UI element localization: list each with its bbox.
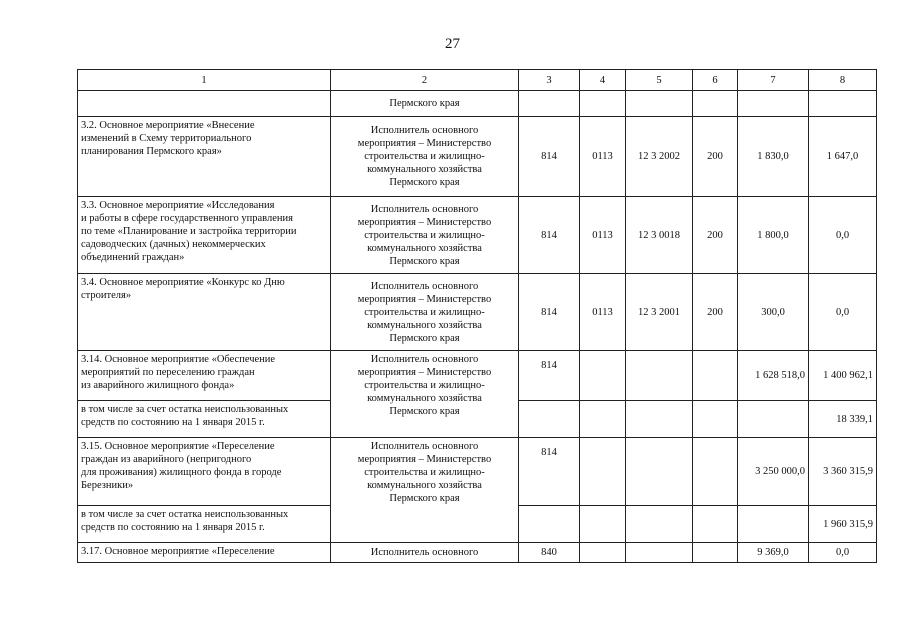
cell-c3: 840: [519, 543, 580, 563]
header-cell: 4: [580, 70, 626, 91]
cell-c5: [626, 506, 693, 543]
cell-c7: [738, 506, 809, 543]
table-row: [78, 197, 877, 274]
measure-name: 3.3. Основное мероприятие «Исследования и работы в сфере государственного управления по теме «Планирование и застройка территории садоводческих (дачных) некоммерческих объединений граждан»: [78, 197, 331, 274]
cell-c5: 12 3 2002: [626, 117, 693, 197]
cell-c3: [519, 506, 580, 543]
cell-c4: [580, 506, 626, 543]
cell-c6: [693, 91, 738, 117]
table-row: [78, 438, 877, 506]
cell-c8: 0,0: [809, 274, 877, 351]
cell-c6: 200: [693, 274, 738, 351]
cell-c8: 1 400 962,1: [809, 351, 877, 401]
cell-c6: 200: [693, 117, 738, 197]
cell-c4: 0113: [580, 274, 626, 351]
cell-c8: 0,0: [809, 197, 877, 274]
measure-subname: в том числе за счет остатка неиспользованных средств по состоянию на 1 января 2015 г.: [78, 506, 331, 543]
executor-cell: Пермского края: [331, 91, 519, 117]
header-cell: 8: [809, 70, 877, 91]
cell-c5: 12 3 0018: [626, 197, 693, 274]
cell-c5: [626, 543, 693, 563]
measure-name: 3.15. Основное мероприятие «Переселение граждан из аварийного (непригодного для проживания) жилищного фонда в городе Березники»: [78, 438, 331, 506]
executor-cell: Исполнитель основного мероприятия – Министерство строительства и жилищно- коммунального хозяйства Пермского края: [331, 274, 519, 351]
header-cell: 1: [78, 70, 331, 91]
cell-c3: 814: [519, 117, 580, 197]
cell-c7: 1 830,0: [738, 117, 809, 197]
table-row: [78, 543, 877, 563]
cell-c5: 12 3 2001: [626, 274, 693, 351]
cell-c7: 3 250 000,0: [738, 438, 809, 506]
cell-c8: 1 960 315,9: [809, 506, 877, 543]
cell-c4: [580, 401, 626, 438]
header-cell: 5: [626, 70, 693, 91]
header-cell: 6: [693, 70, 738, 91]
cell-c8: 3 360 315,9: [809, 438, 877, 506]
measure-subname: в том числе за счет остатка неиспользованных средств по состоянию на 1 января 2015 г.: [78, 401, 331, 438]
table-row: [78, 91, 877, 117]
cell-c8: 0,0: [809, 543, 877, 563]
cell-c4: [580, 91, 626, 117]
cell-c8: [809, 91, 877, 117]
cell-c6: 200: [693, 197, 738, 274]
cell-c5: [626, 401, 693, 438]
cell-c5: [626, 91, 693, 117]
measure-name: 3.17. Основное мероприятие «Переселение: [78, 543, 331, 563]
executor-cell: Исполнитель основного мероприятия – Министерство строительства и жилищно- коммунального хозяйства Пермского края: [331, 197, 519, 274]
table-row: [78, 274, 877, 351]
header-cell: 7: [738, 70, 809, 91]
cell-c5: [626, 351, 693, 401]
measure-name: 3.4. Основное мероприятие «Конкурс ко Дню строителя»: [78, 274, 331, 351]
table-row: [78, 117, 877, 197]
cell-c6: [693, 401, 738, 438]
cell-c7: 1 628 518,0: [738, 351, 809, 401]
measure-name: 3.2. Основное мероприятие «Внесение изменений в Схему территориального планирования Пермского края»: [78, 117, 331, 197]
cell-c3: 814: [519, 274, 580, 351]
cell-c5: [626, 438, 693, 506]
executor-cell: Исполнитель основного: [331, 543, 519, 563]
cell-c4: 0113: [580, 117, 626, 197]
table-row: [78, 351, 877, 401]
cell-c3: [519, 91, 580, 117]
header-row: [78, 70, 877, 91]
header-cell: 2: [331, 70, 519, 91]
executor-cell: Исполнитель основного мероприятия – Министерство строительства и жилищно- коммунального хозяйства Пермского края: [331, 438, 519, 543]
cell-c7: 9 369,0: [738, 543, 809, 563]
cell-c7: 300,0: [738, 274, 809, 351]
cell-c6: [693, 543, 738, 563]
cell-c3: 814: [519, 351, 580, 401]
page-number: 27: [445, 36, 460, 52]
cell-c4: 0113: [580, 197, 626, 274]
cell-c4: [580, 351, 626, 401]
measure-name: 3.14. Основное мероприятие «Обеспечение мероприятий по переселению граждан из аварийного жилищного фонда»: [78, 351, 331, 401]
cell-c6: [693, 506, 738, 543]
cell-c8: 18 339,1: [809, 401, 877, 438]
cell-c8: 1 647,0: [809, 117, 877, 197]
cell-c6: [693, 438, 738, 506]
cell-c7: [738, 401, 809, 438]
cell-c4: [580, 438, 626, 506]
cell-c4: [580, 543, 626, 563]
measure-name: [78, 91, 331, 117]
executor-cell: Исполнитель основного мероприятия – Министерство строительства и жилищно- коммунального хозяйства Пермского края: [331, 351, 519, 438]
cell-c3: [519, 401, 580, 438]
cell-c3: 814: [519, 197, 580, 274]
cell-c6: [693, 351, 738, 401]
cell-c7: [738, 91, 809, 117]
header-cell: 3: [519, 70, 580, 91]
cell-c7: 1 800,0: [738, 197, 809, 274]
budget-table: [77, 69, 877, 563]
executor-cell: Исполнитель основного мероприятия – Министерство строительства и жилищно- коммунального хозяйства Пермского края: [331, 117, 519, 197]
cell-c3: 814: [519, 438, 580, 506]
